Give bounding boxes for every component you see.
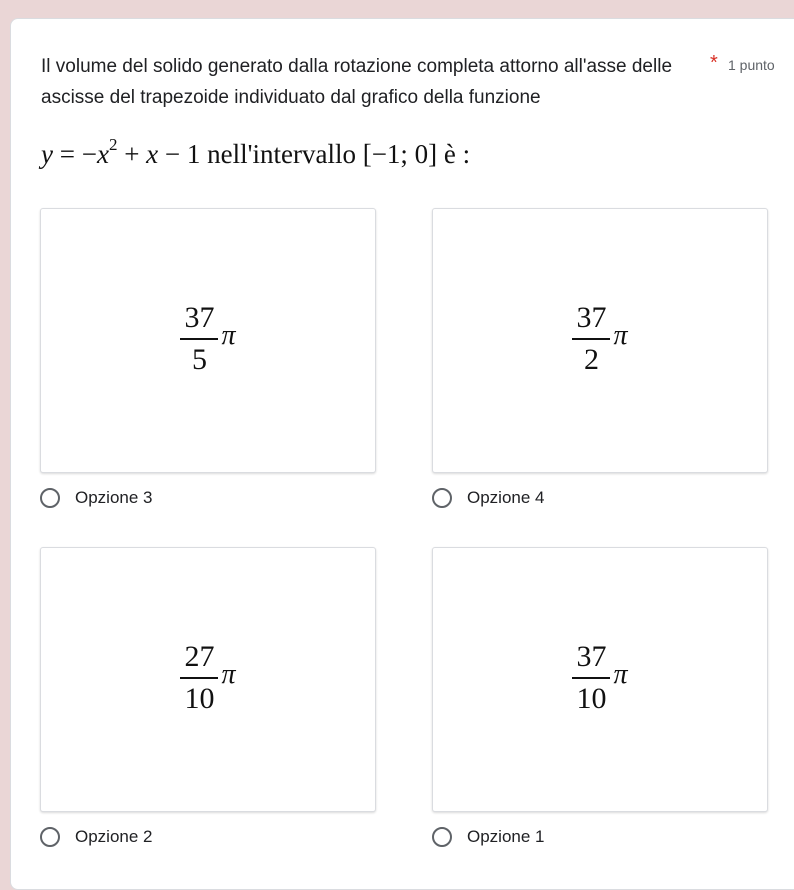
option-3-row[interactable] (40, 488, 153, 508)
question-formula (41, 135, 471, 170)
formula-rest: − 1 nell'intervallo [−1; 0] è : (158, 139, 471, 169)
option-2-row[interactable] (40, 827, 153, 847)
option-4-row[interactable] (432, 488, 545, 508)
option-fraction (41, 640, 375, 716)
fraction-numerator: 37 (576, 301, 607, 334)
option-image-2[interactable] (40, 547, 376, 812)
fraction-bar (180, 677, 218, 679)
required-asterisk: * (710, 52, 718, 74)
pi-symbol: π (613, 320, 628, 351)
option-1-row[interactable] (432, 827, 545, 847)
fraction-denominator: 10 (184, 682, 215, 715)
fraction-denominator: 5 (191, 343, 207, 376)
option-fraction (41, 301, 375, 377)
fraction-denominator: 2 (583, 343, 599, 376)
option-fraction (433, 301, 767, 377)
radio-button-3[interactable] (40, 488, 60, 508)
option-image-3[interactable] (40, 208, 376, 473)
fraction-denominator: 10 (576, 682, 607, 715)
formula-plus: + (117, 139, 147, 169)
fraction-bar (180, 338, 218, 340)
fraction-bar (572, 338, 610, 340)
formula-exponent: 2 (108, 135, 118, 154)
option-label-2[interactable]: Opzione 2 (75, 827, 153, 846)
radio-button-4[interactable] (432, 488, 452, 508)
pi-symbol: π (221, 659, 236, 690)
option-label-4[interactable]: Opzione 4 (467, 488, 545, 507)
fraction-numerator: 37 (576, 640, 607, 673)
option-label-3[interactable]: Opzione 3 (75, 488, 153, 507)
fraction-bar (572, 677, 610, 679)
pi-symbol: π (221, 320, 236, 351)
option-image-4[interactable] (432, 208, 768, 473)
formula-x1: x (96, 139, 109, 169)
fraction-numerator: 37 (184, 301, 215, 334)
formula-x2: x (146, 139, 159, 169)
option-image-1[interactable] (432, 547, 768, 812)
points-label: 1 punto (728, 57, 775, 73)
pi-symbol: π (613, 659, 628, 690)
fraction-numerator: 27 (184, 640, 215, 673)
question-text: Il volume del solido generato dalla rotazione completa attorno all'asse delle ascisse del trapezoide individuato dal grafico della funzione (41, 56, 673, 108)
formula-y: y (41, 139, 53, 169)
formula-equals: = − (52, 139, 97, 169)
radio-button-2[interactable] (40, 827, 60, 847)
radio-button-1[interactable] (432, 827, 452, 847)
option-label-1[interactable]: Opzione 1 (467, 827, 545, 846)
option-fraction (433, 640, 767, 716)
